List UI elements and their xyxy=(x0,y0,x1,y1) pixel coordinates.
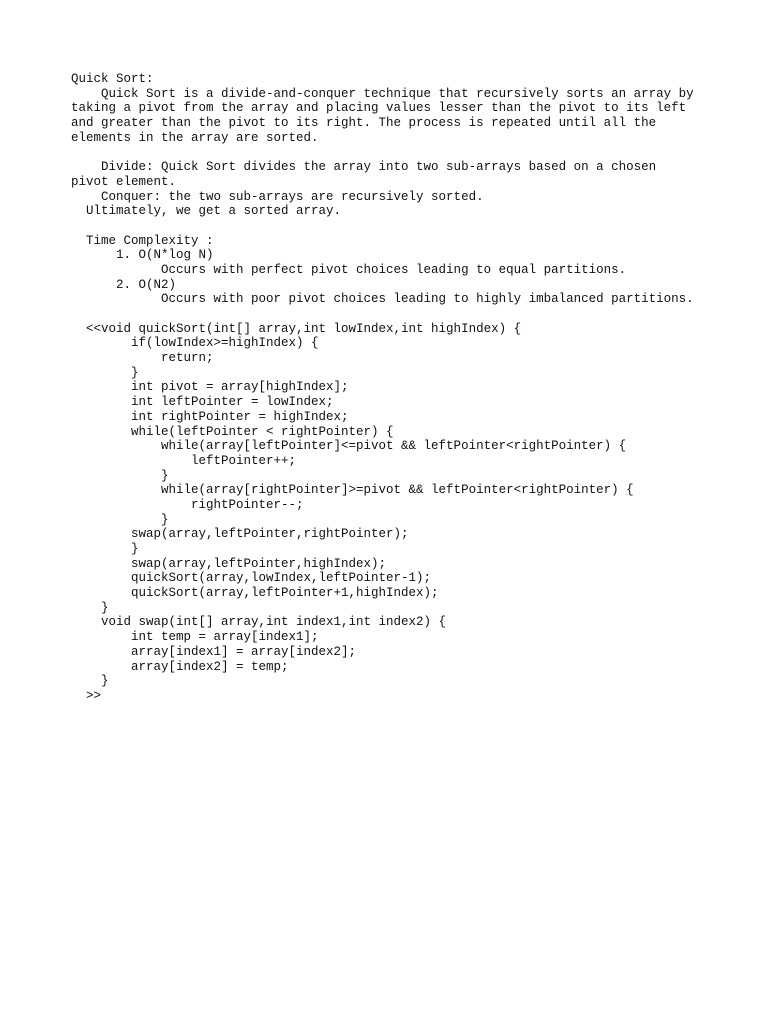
code-line: >> xyxy=(71,688,102,703)
intro-paragraph-line: taking a pivot from the array and placing values lesser than the pivot to its left xyxy=(71,101,687,116)
code-line: if(lowIndex>=highIndex) { xyxy=(71,336,319,351)
code-line: while(array[rightPointer]>=pivot && leftPointer<rightPointer) { xyxy=(71,483,634,498)
complexity-description: Occurs with poor pivot choices leading to highly imbalanced partitions. xyxy=(71,292,694,307)
code-line: int pivot = array[highIndex]; xyxy=(71,380,349,395)
code-line: array[index1] = array[index2]; xyxy=(71,644,357,659)
code-line: } xyxy=(71,674,109,689)
code-line: return; xyxy=(71,351,214,366)
code-line: while(leftPointer < rightPointer) { xyxy=(71,424,394,439)
divide-text-line: Divide: Quick Sort divides the array into two sub-arrays based on a chosen xyxy=(71,160,657,175)
conclusion-text-line: Ultimately, we get a sorted array. xyxy=(71,204,342,219)
code-line: int leftPointer = lowIndex; xyxy=(71,395,334,410)
blank-line xyxy=(71,219,731,234)
code-line: quickSort(array,leftPointer+1,highIndex); xyxy=(71,586,439,601)
code-line: swap(array,leftPointer,highIndex); xyxy=(71,556,387,571)
intro-paragraph-line: Quick Sort is a divide-and-conquer technique that recursively sorts an array by xyxy=(71,86,694,101)
code-line: rightPointer--; xyxy=(71,497,304,512)
document-page xyxy=(71,72,731,704)
code-line: } xyxy=(71,600,109,615)
code-line: int temp = array[index1]; xyxy=(71,630,319,645)
code-line: } xyxy=(71,468,169,483)
code-line: void swap(int[] array,int index1,int index2) { xyxy=(71,615,447,630)
intro-paragraph-line: elements in the array are sorted. xyxy=(71,130,319,145)
conquer-text-line: Conquer: the two sub-arrays are recursively sorted. xyxy=(71,189,484,204)
time-complexity-heading: Time Complexity : xyxy=(71,233,214,248)
code-line: } xyxy=(71,542,139,556)
code-line: while(array[leftPointer]<=pivot && leftPointer<rightPointer) { xyxy=(71,439,627,454)
intro-paragraph-line: and greater than the pivot to its right. The process is repeated until all the xyxy=(71,116,657,131)
code-line: <<void quickSort(int[] array,int lowIndex,int highIndex) { xyxy=(71,321,522,336)
blank-line xyxy=(71,307,731,322)
code-line: quickSort(array,lowIndex,leftPointer-1); xyxy=(71,571,432,586)
code-line: int rightPointer = highIndex; xyxy=(71,409,349,424)
complexity-item: 2. O(N2) xyxy=(71,277,177,292)
code-line: leftPointer++; xyxy=(71,453,297,468)
complexity-description: Occurs with perfect pivot choices leading to equal partitions. xyxy=(71,262,627,277)
code-line: } xyxy=(71,365,139,380)
code-line: array[index2] = temp; xyxy=(71,659,289,674)
blank-line xyxy=(71,145,731,160)
section-title: Quick Sort: xyxy=(71,72,154,86)
complexity-item: 1. O(N*log N) xyxy=(71,248,214,263)
code-line: } xyxy=(71,512,169,527)
divide-text-line: pivot element. xyxy=(71,174,177,189)
code-line: swap(array,leftPointer,rightPointer); xyxy=(71,527,409,542)
